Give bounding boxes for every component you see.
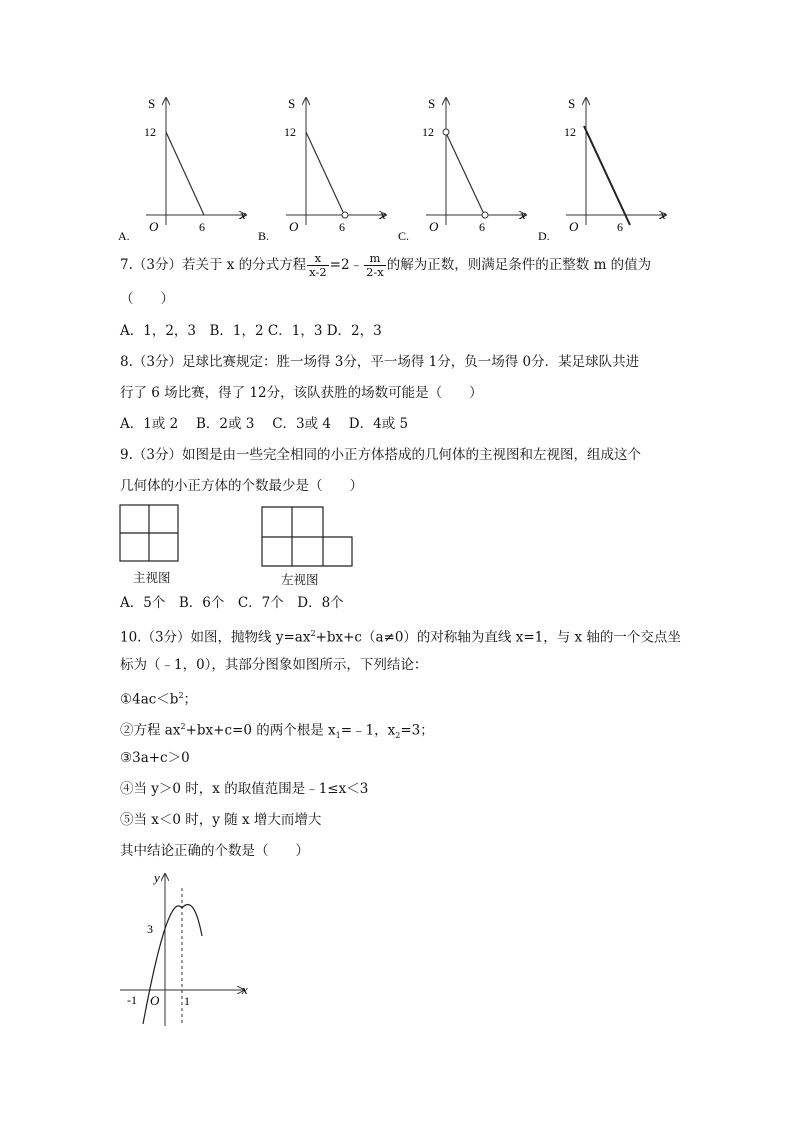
q9-options: A．5个 B．6个 C．7个 D．8个 [120,595,344,611]
origin-label: O [429,219,439,234]
y-tick-label: 12 [564,125,576,139]
open-endpoint-y [443,129,449,135]
x-tick-label: 1 [184,994,190,1008]
y-axis-label: S [148,96,156,111]
option-label: B. [258,229,270,243]
q7-answer-paren: （ ） [120,291,174,307]
y-tick-label: 12 [144,125,156,139]
neg-tick-label: -1 [127,993,137,1007]
graph-b [258,90,398,245]
y-tick-label: 12 [422,125,434,139]
left-view-figure [260,506,356,568]
fraction-x-over-x-2: $\frac{x}{x-2}$ [309,251,327,279]
open-endpoint-x [342,212,348,218]
q9-line1: 9.（3分）如图是由一些完全相同的小正方体搭成的几何体的主视图和左视图，组成这个 [120,447,641,463]
graph-segment [306,132,343,212]
origin-label: O [569,219,579,234]
fraction-m-over-2-x: $\frac{m}{2-x}$ [366,251,384,279]
y-tick-label: 12 [284,125,296,139]
q7-options: A．1，2，3 B．1，2 C．1，3 D．2，3 [120,323,382,339]
x-axis-label: x [240,207,246,222]
origin-label: O [149,219,159,234]
q8-options: A．1或 2 B．2或 3 C．3或 4 D．4或 5 [120,416,409,432]
front-view-caption: 主视图 [133,570,171,585]
open-endpoint-x [482,212,488,218]
option-label: C. [398,229,410,243]
x-tick-label: 6 [617,220,623,234]
q10-conclusion-3: ③3a+c＞0 [120,750,190,766]
x-axis-label: x [520,207,526,222]
graph-segment [166,132,204,215]
q10-conclusion-4: ④当 y＞0 时，x 的取值范围是﹣1≤x＜3 [120,781,369,797]
x-axis-label: x [242,982,248,997]
left-view-caption: 左视图 [281,572,319,587]
q8-line2: 行了 6 场比赛，得了 12分，该队获胜的场数可能是（ ） [120,385,483,401]
parabola-graph [110,866,260,1031]
x-tick-label: 6 [339,220,345,234]
front-view-figure [118,504,182,564]
y-axis-label: S [568,96,576,111]
graph-c [398,90,538,245]
y-tick-label: 3 [147,922,153,936]
q10-conclusion-2: ②方程 $ax^2+bx+c=0$ 的两个根是 $x_1=﹣1$，$x_2=3$； [120,722,434,741]
q6-graphs [0,0,794,250]
q10-conclusion-1: $①4ac<b^2$； [120,691,198,708]
graph-segment [447,135,483,212]
q7-stem: 7.（3分）若关于 x 的分式方程 $\frac{x}{x-2}$ =2﹣ $\frac{m}{2-x}$ 的解为正数，则满足条件的正整数 m 的值为 [120,251,652,279]
graph-d [538,90,678,245]
option-label: A. [118,229,130,243]
x-tick-label: 6 [479,220,485,234]
x-axis-label: x [380,207,386,222]
origin-label: O [289,219,299,234]
q10-line2: 标为（﹣1，0），其部分图象如图所示，下列结论： [120,657,428,673]
x-tick-label: 6 [199,220,205,234]
q10-conclusion-5: ⑤当 x＜0 时，y 随 x 增大而增大 [120,812,322,828]
q8-line1: 8.（3分）足球比赛规定：胜一场得 3分，平一场得 1分，负一场得 0分．某足球队共进 [120,354,640,370]
q10-question: 其中结论正确的个数是（ ） [120,843,309,859]
q10-line1: 10.（3分）如图，抛物线 $y=ax^2+bx+c(a\ne 0)$的对称轴为直线 x=1，与 x 轴的一个交点坐 [120,629,681,646]
option-label: D. [538,229,550,243]
x-axis-label: x [660,207,666,222]
graph-a [118,90,258,245]
origin-label: O [150,993,160,1008]
q9-line2: 几何体的小正方体的个数最少是（ ） [120,478,363,494]
graph-line [584,126,630,225]
y-axis-label: y [154,870,160,885]
y-axis-label: S [428,96,436,111]
y-axis-label: S [288,96,296,111]
